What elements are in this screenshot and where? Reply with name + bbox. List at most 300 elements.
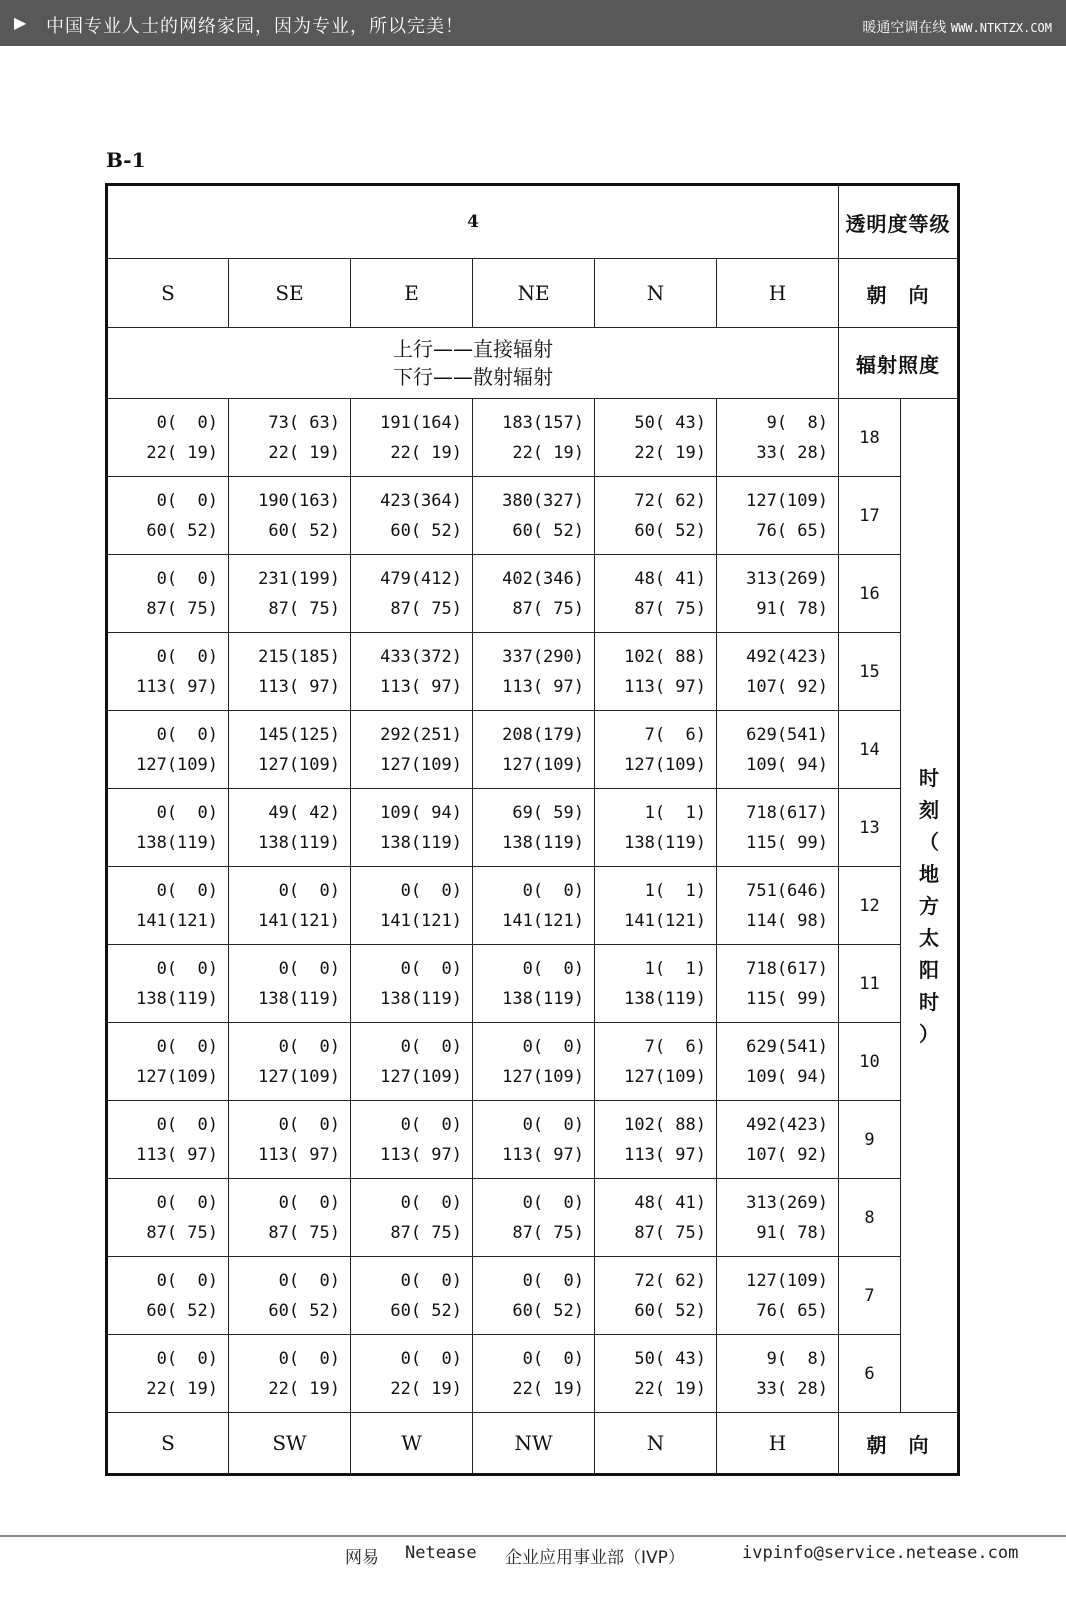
diffuse-radiation-value: 113( 97) — [502, 1144, 584, 1165]
diffuse-radiation-value: 138(119) — [502, 832, 584, 853]
radiation-cell — [717, 711, 839, 789]
hour-cell: 18 — [839, 399, 901, 477]
hour-cell: 12 — [839, 867, 901, 945]
diffuse-radiation-value: 113( 97) — [136, 1144, 218, 1165]
diffuse-radiation-value: 60( 52) — [146, 1300, 218, 1321]
radiation-cell — [595, 399, 717, 477]
table-row — [107, 789, 959, 867]
radiation-cell — [351, 477, 473, 555]
direct-radiation-value: 0( 0) — [156, 490, 218, 511]
direct-radiation-value: 0( 0) — [156, 958, 218, 979]
radiation-cell — [717, 555, 839, 633]
diffuse-radiation-value: 22( 19) — [268, 1378, 340, 1399]
radiation-cell — [473, 1257, 595, 1335]
site-name: 暖通空调在线 — [862, 20, 947, 36]
diffuse-radiation-value: 113( 97) — [624, 676, 706, 697]
table-row — [107, 1101, 959, 1179]
diffuse-radiation-value: 87( 75) — [390, 1222, 462, 1243]
direct-radiation-value: 629(541) — [746, 1036, 828, 1057]
radiation-cell — [107, 1335, 229, 1413]
direct-radiation-value: 145(125) — [258, 724, 340, 745]
diffuse-radiation-value: 22( 19) — [268, 442, 340, 463]
direct-radiation-value: 208(179) — [502, 724, 584, 745]
direct-radiation-value: 48( 41) — [634, 1192, 706, 1213]
direct-radiation-value: 492(423) — [746, 646, 828, 667]
radiation-cell — [229, 1179, 351, 1257]
radiation-cell — [595, 789, 717, 867]
table-row — [107, 711, 959, 789]
radiation-cell — [107, 945, 229, 1023]
radiation-cell — [351, 711, 473, 789]
table-row — [107, 945, 959, 1023]
site-url: WWW.NTKTZX.COM — [950, 21, 1052, 35]
radiation-cell — [351, 1257, 473, 1335]
direct-radiation-value: 0( 0) — [400, 1348, 462, 1369]
hour-cell: 16 — [839, 555, 901, 633]
header-direction: NE — [473, 259, 595, 328]
hour-cell: 6 — [839, 1335, 901, 1413]
radiation-cell — [717, 1335, 839, 1413]
hour-cell: 8 — [839, 1179, 901, 1257]
radiation-cell — [229, 633, 351, 711]
diffuse-radiation-value: 22( 19) — [634, 1378, 706, 1399]
direct-radiation-value: 109( 94) — [380, 802, 462, 823]
radiation-cell — [473, 1023, 595, 1101]
radiation-cell — [473, 1179, 595, 1257]
footer-email: ivpinfo@service.netease.com — [742, 1543, 1019, 1563]
diffuse-radiation-value: 22( 19) — [390, 1378, 462, 1399]
radiation-cell — [229, 789, 351, 867]
table-row — [107, 555, 959, 633]
radiation-cell — [229, 711, 351, 789]
level-row — [107, 185, 959, 259]
direct-radiation-value: 0( 0) — [278, 880, 340, 901]
table-row — [107, 399, 959, 477]
direct-radiation-value: 7( 6) — [644, 724, 706, 745]
direct-radiation-value: 0( 0) — [522, 1114, 584, 1135]
diffuse-radiation-value: 138(119) — [380, 832, 462, 853]
diffuse-radiation-value: 87( 75) — [268, 1222, 340, 1243]
diffuse-radiation-value: 60( 52) — [634, 520, 706, 541]
radiation-cell — [473, 1101, 595, 1179]
table-row — [107, 1023, 959, 1101]
header-direction: S — [107, 259, 229, 328]
footer-direction: H — [717, 1413, 839, 1475]
radiation-cell — [595, 867, 717, 945]
transparency-level-value: 4 — [107, 185, 839, 259]
radiation-cell — [473, 555, 595, 633]
radiation-cell — [229, 1101, 351, 1179]
diffuse-radiation-value: 107( 92) — [746, 676, 828, 697]
diffuse-radiation-value: 127(109) — [136, 1066, 218, 1087]
footer-department: 企业应用事业部（IVP） — [505, 1548, 685, 1568]
radiation-cell — [351, 1335, 473, 1413]
direct-radiation-value: 0( 0) — [400, 1114, 462, 1135]
direct-radiation-value: 7( 6) — [644, 1036, 706, 1057]
radiation-cell — [595, 945, 717, 1023]
direct-radiation-value: 718(617) — [746, 958, 828, 979]
diffuse-radiation-value: 60( 52) — [146, 520, 218, 541]
direct-radiation-value: 0( 0) — [156, 412, 218, 433]
orientation-footer-row — [107, 1413, 959, 1475]
radiation-cell — [717, 477, 839, 555]
diffuse-radiation-value: 138(119) — [380, 988, 462, 1009]
direct-radiation-value: 0( 0) — [522, 1270, 584, 1291]
radiation-cell — [107, 789, 229, 867]
diffuse-radiation-value: 33( 28) — [756, 442, 828, 463]
diffuse-radiation-value: 113( 97) — [380, 1144, 462, 1165]
radiation-cell — [595, 1335, 717, 1413]
diffuse-radiation-value: 127(109) — [502, 754, 584, 775]
diffuse-radiation-value: 60( 52) — [512, 1300, 584, 1321]
table-row — [107, 1335, 959, 1413]
radiation-cell — [473, 789, 595, 867]
direct-radiation-value: 380(327) — [502, 490, 584, 511]
direct-radiation-value: 1( 1) — [644, 880, 706, 901]
footer-direction: N — [595, 1413, 717, 1475]
legend-diffuse: 下行——散射辐射 — [393, 365, 553, 389]
diffuse-radiation-value: 141(121) — [502, 910, 584, 931]
diffuse-radiation-value: 113( 97) — [136, 676, 218, 697]
radiation-cell — [107, 399, 229, 477]
diffuse-radiation-value: 138(119) — [624, 988, 706, 1009]
header-direction: SE — [229, 259, 351, 328]
direct-radiation-value: 313(269) — [746, 1192, 828, 1213]
radiation-cell — [351, 633, 473, 711]
direct-radiation-value: 1( 1) — [644, 802, 706, 823]
direct-radiation-value: 0( 0) — [400, 1270, 462, 1291]
play-arrow-icon: ▶ — [14, 13, 27, 32]
direct-radiation-value: 718(617) — [746, 802, 828, 823]
diffuse-radiation-value: 87( 75) — [390, 598, 462, 619]
footer-direction: NW — [473, 1413, 595, 1475]
header-direction: H — [717, 259, 839, 328]
diffuse-radiation-value: 138(119) — [258, 988, 340, 1009]
radiation-cell — [229, 477, 351, 555]
diffuse-radiation-value: 127(109) — [258, 754, 340, 775]
direct-radiation-value: 0( 0) — [156, 568, 218, 589]
radiation-cell — [107, 1179, 229, 1257]
diffuse-radiation-value: 109( 94) — [746, 754, 828, 775]
diffuse-radiation-value: 22( 19) — [512, 1378, 584, 1399]
table-row — [107, 1179, 959, 1257]
radiation-cell — [717, 1023, 839, 1101]
radiation-cell — [229, 945, 351, 1023]
radiation-cell — [107, 477, 229, 555]
radiation-cell — [107, 633, 229, 711]
radiation-cell — [595, 633, 717, 711]
diffuse-radiation-value: 87( 75) — [146, 598, 218, 619]
diffuse-radiation-value: 127(109) — [380, 754, 462, 775]
diffuse-radiation-value: 87( 75) — [634, 598, 706, 619]
radiation-cell — [473, 399, 595, 477]
direct-radiation-value: 0( 0) — [156, 1348, 218, 1369]
direct-radiation-value: 0( 0) — [156, 880, 218, 901]
radiation-cell — [717, 1179, 839, 1257]
radiation-cell — [351, 399, 473, 477]
radiation-cell — [595, 1257, 717, 1335]
direct-radiation-value: 0( 0) — [156, 1114, 218, 1135]
radiation-cell — [473, 945, 595, 1023]
header-direction: N — [595, 259, 717, 328]
direct-radiation-value: 69( 59) — [512, 802, 584, 823]
radiation-cell — [107, 1101, 229, 1179]
radiation-cell — [229, 555, 351, 633]
radiation-cell — [717, 399, 839, 477]
radiation-cell — [351, 789, 473, 867]
radiation-cell — [351, 1179, 473, 1257]
direct-radiation-value: 0( 0) — [278, 1348, 340, 1369]
footer-direction: S — [107, 1413, 229, 1475]
diffuse-radiation-value: 87( 75) — [512, 1222, 584, 1243]
direct-radiation-value: 9( 8) — [766, 412, 828, 433]
direct-radiation-value: 0( 0) — [156, 1270, 218, 1291]
radiation-cell — [473, 711, 595, 789]
direct-radiation-value: 0( 0) — [522, 880, 584, 901]
radiation-cell — [229, 399, 351, 477]
direct-radiation-value: 0( 0) — [400, 880, 462, 901]
direct-radiation-value: 73( 63) — [268, 412, 340, 433]
direct-radiation-value: 492(423) — [746, 1114, 828, 1135]
direct-radiation-value: 479(412) — [380, 568, 462, 589]
diffuse-radiation-value: 115( 99) — [746, 988, 828, 1009]
direct-radiation-value: 0( 0) — [156, 1036, 218, 1057]
direct-radiation-value: 0( 0) — [522, 1348, 584, 1369]
diffuse-radiation-value: 76( 65) — [756, 1300, 828, 1321]
radiation-cell — [595, 555, 717, 633]
hour-cell: 11 — [839, 945, 901, 1023]
header-direction: E — [351, 259, 473, 328]
direct-radiation-value: 190(163) — [258, 490, 340, 511]
radiation-cell — [107, 555, 229, 633]
direct-radiation-value: 751(646) — [746, 880, 828, 901]
radiation-cell — [473, 633, 595, 711]
legend-direct: 上行——直接辐射 — [393, 337, 553, 361]
diffuse-radiation-value: 138(119) — [624, 832, 706, 853]
diffuse-radiation-value: 87( 75) — [146, 1222, 218, 1243]
diffuse-radiation-value: 113( 97) — [624, 1144, 706, 1165]
radiation-cell — [595, 1179, 717, 1257]
radiation-cell — [595, 711, 717, 789]
direct-radiation-value: 0( 0) — [278, 1114, 340, 1135]
direct-radiation-value: 215(185) — [258, 646, 340, 667]
diffuse-radiation-value: 22( 19) — [512, 442, 584, 463]
diffuse-radiation-value: 22( 19) — [390, 442, 462, 463]
transparency-label: 透明度等级 — [839, 185, 959, 259]
radiation-cell — [595, 1101, 717, 1179]
diffuse-radiation-value: 91( 78) — [756, 1222, 828, 1243]
radiation-cell — [107, 711, 229, 789]
radiation-cell — [229, 1023, 351, 1101]
diffuse-radiation-value: 114( 98) — [746, 910, 828, 931]
direct-radiation-value: 102( 88) — [624, 1114, 706, 1135]
direct-radiation-value: 0( 0) — [522, 958, 584, 979]
radiation-cell — [717, 1101, 839, 1179]
table-row — [107, 477, 959, 555]
diffuse-radiation-value: 76( 65) — [756, 520, 828, 541]
radiation-cell — [473, 1335, 595, 1413]
time-label-cell — [901, 399, 959, 1413]
radiation-cell — [107, 867, 229, 945]
footer-company-en: Netease — [405, 1543, 477, 1563]
direct-radiation-value: 0( 0) — [156, 1192, 218, 1213]
diffuse-radiation-value: 141(121) — [624, 910, 706, 931]
diffuse-radiation-value: 115( 99) — [746, 832, 828, 853]
radiation-cell — [473, 867, 595, 945]
table-body — [107, 185, 959, 1475]
diffuse-radiation-value: 22( 19) — [146, 1378, 218, 1399]
illuminance-label: 辐射照度 — [839, 328, 959, 399]
orientation-label: 朝 向 — [839, 259, 959, 328]
direct-radiation-value: 50( 43) — [634, 412, 706, 433]
diffuse-radiation-value: 113( 97) — [380, 676, 462, 697]
hour-cell: 9 — [839, 1101, 901, 1179]
diffuse-radiation-value: 127(109) — [624, 1066, 706, 1087]
diffuse-radiation-value: 22( 19) — [146, 442, 218, 463]
orientation-label-footer: 朝 向 — [839, 1413, 959, 1475]
radiation-cell — [717, 789, 839, 867]
direct-radiation-value: 127(109) — [746, 490, 828, 511]
radiation-cell — [229, 1257, 351, 1335]
footer-direction: SW — [229, 1413, 351, 1475]
diffuse-radiation-value: 109( 94) — [746, 1066, 828, 1087]
direct-radiation-value: 0( 0) — [278, 1270, 340, 1291]
footer-direction: W — [351, 1413, 473, 1475]
diffuse-radiation-value: 60( 52) — [390, 1300, 462, 1321]
diffuse-radiation-value: 127(109) — [258, 1066, 340, 1087]
radiation-cell — [351, 1023, 473, 1101]
table-row — [107, 633, 959, 711]
diffuse-radiation-value: 87( 75) — [268, 598, 340, 619]
direct-radiation-value: 48( 41) — [634, 568, 706, 589]
diffuse-radiation-value: 87( 75) — [634, 1222, 706, 1243]
direct-radiation-value: 629(541) — [746, 724, 828, 745]
direct-radiation-value: 231(199) — [258, 568, 340, 589]
diffuse-radiation-value: 60( 52) — [634, 1300, 706, 1321]
radiation-cell — [717, 1257, 839, 1335]
radiation-cell — [717, 633, 839, 711]
radiation-cell — [107, 1023, 229, 1101]
direct-radiation-value: 0( 0) — [522, 1036, 584, 1057]
diffuse-radiation-value: 138(119) — [136, 832, 218, 853]
diffuse-radiation-value: 107( 92) — [746, 1144, 828, 1165]
direct-radiation-value: 72( 62) — [634, 490, 706, 511]
radiation-cell — [595, 1023, 717, 1101]
legend-cell — [107, 328, 839, 399]
page-footer — [0, 1535, 1066, 1602]
diffuse-radiation-value: 87( 75) — [512, 598, 584, 619]
banner-slogan: 中国专业人士的网络家园，因为专业，所以完美！ — [46, 16, 464, 37]
radiation-cell — [229, 1335, 351, 1413]
direct-radiation-value: 72( 62) — [634, 1270, 706, 1291]
direct-radiation-value: 402(346) — [502, 568, 584, 589]
time-label: 时刻（地方太阳时） — [919, 765, 939, 1046]
table-id: B-1 — [106, 148, 146, 172]
diffuse-radiation-value: 127(109) — [624, 754, 706, 775]
radiation-cell — [351, 945, 473, 1023]
diffuse-radiation-value: 138(119) — [136, 988, 218, 1009]
direct-radiation-value: 127(109) — [746, 1270, 828, 1291]
footer-company-cn: 网易 — [345, 1548, 379, 1568]
direct-radiation-value: 0( 0) — [156, 724, 218, 745]
radiation-cell — [717, 867, 839, 945]
direct-radiation-value: 0( 0) — [522, 1192, 584, 1213]
direct-radiation-value: 49( 42) — [268, 802, 340, 823]
radiation-cell — [351, 867, 473, 945]
radiation-cell — [107, 1257, 229, 1335]
radiation-table — [105, 183, 960, 1476]
direct-radiation-value: 423(364) — [380, 490, 462, 511]
diffuse-radiation-value: 141(121) — [136, 910, 218, 931]
diffuse-radiation-value: 141(121) — [380, 910, 462, 931]
radiation-cell — [717, 945, 839, 1023]
direct-radiation-value: 337(290) — [502, 646, 584, 667]
legend-row — [107, 328, 959, 399]
banner-site — [862, 17, 1052, 37]
direct-radiation-value: 50( 43) — [634, 1348, 706, 1369]
direct-radiation-value: 0( 0) — [400, 1036, 462, 1057]
diffuse-radiation-value: 113( 97) — [258, 676, 340, 697]
direct-radiation-value: 0( 0) — [156, 646, 218, 667]
hour-cell: 17 — [839, 477, 901, 555]
orientation-header-row — [107, 259, 959, 328]
direct-radiation-value: 292(251) — [380, 724, 462, 745]
direct-radiation-value: 0( 0) — [278, 958, 340, 979]
diffuse-radiation-value: 33( 28) — [756, 1378, 828, 1399]
diffuse-radiation-value: 138(119) — [502, 988, 584, 1009]
radiation-cell — [229, 867, 351, 945]
diffuse-radiation-value: 22( 19) — [634, 442, 706, 463]
diffuse-radiation-value: 60( 52) — [512, 520, 584, 541]
diffuse-radiation-value: 127(109) — [380, 1066, 462, 1087]
direct-radiation-value: 0( 0) — [278, 1036, 340, 1057]
hour-cell: 7 — [839, 1257, 901, 1335]
top-banner — [0, 0, 1066, 46]
diffuse-radiation-value: 60( 52) — [390, 520, 462, 541]
diffuse-radiation-value: 138(119) — [258, 832, 340, 853]
diffuse-radiation-value: 113( 97) — [258, 1144, 340, 1165]
direct-radiation-value: 433(372) — [380, 646, 462, 667]
diffuse-radiation-value: 91( 78) — [756, 598, 828, 619]
radiation-cell — [351, 1101, 473, 1179]
diffuse-radiation-value: 141(121) — [258, 910, 340, 931]
diffuse-radiation-value: 127(109) — [502, 1066, 584, 1087]
hour-cell: 13 — [839, 789, 901, 867]
radiation-cell — [473, 477, 595, 555]
direct-radiation-value: 0( 0) — [156, 802, 218, 823]
table-row — [107, 1257, 959, 1335]
direct-radiation-value: 9( 8) — [766, 1348, 828, 1369]
direct-radiation-value: 0( 0) — [400, 958, 462, 979]
hour-cell: 15 — [839, 633, 901, 711]
direct-radiation-value: 1( 1) — [644, 958, 706, 979]
direct-radiation-value: 102( 88) — [624, 646, 706, 667]
table-row — [107, 867, 959, 945]
direct-radiation-value: 313(269) — [746, 568, 828, 589]
radiation-cell — [595, 477, 717, 555]
hour-cell: 10 — [839, 1023, 901, 1101]
direct-radiation-value: 183(157) — [502, 412, 584, 433]
diffuse-radiation-value: 127(109) — [136, 754, 218, 775]
direct-radiation-value: 0( 0) — [278, 1192, 340, 1213]
hour-cell: 14 — [839, 711, 901, 789]
radiation-cell — [351, 555, 473, 633]
direct-radiation-value: 0( 0) — [400, 1192, 462, 1213]
diffuse-radiation-value: 60( 52) — [268, 520, 340, 541]
diffuse-radiation-value: 60( 52) — [268, 1300, 340, 1321]
diffuse-radiation-value: 113( 97) — [502, 676, 584, 697]
direct-radiation-value: 191(164) — [380, 412, 462, 433]
